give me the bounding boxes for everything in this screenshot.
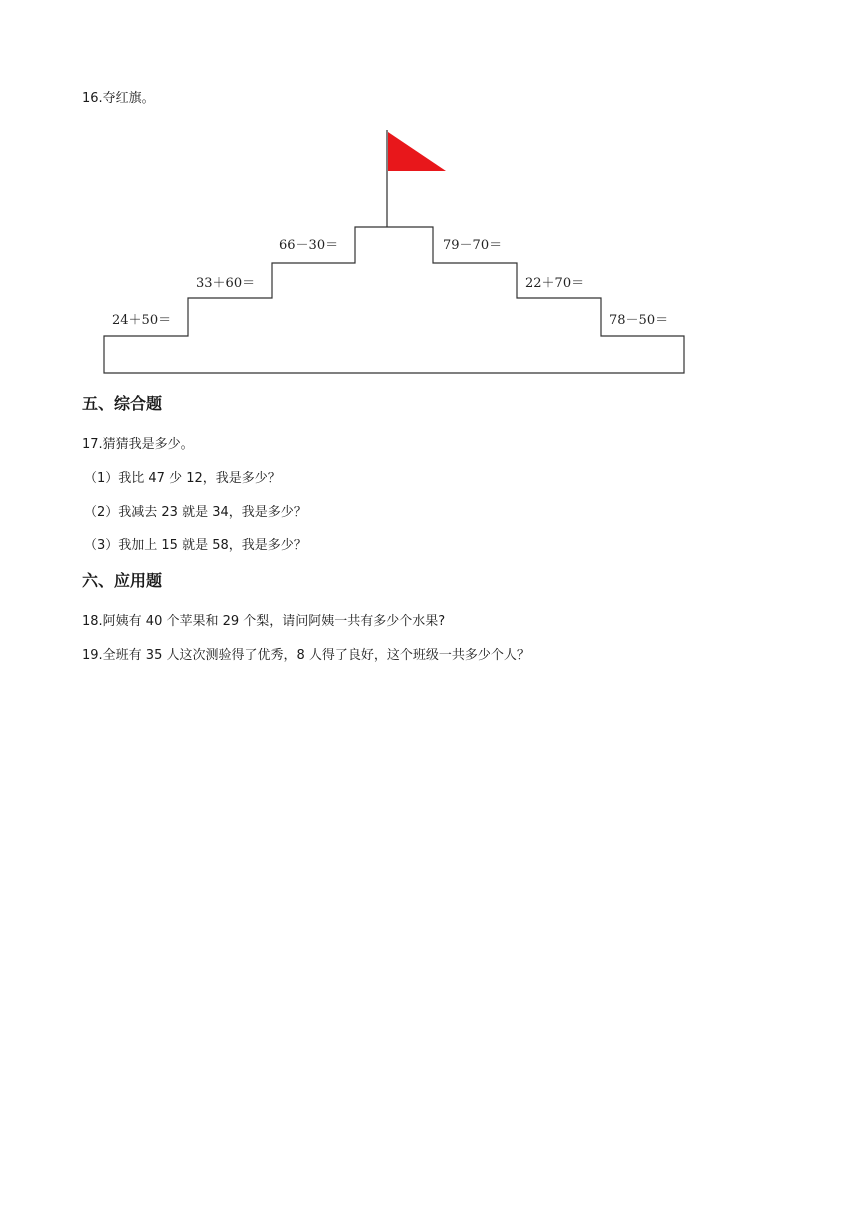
question-19: 19.全班有 35 人这次测验得了优秀，8 人得了良好，这个班级一共多少个人？ (82, 648, 530, 663)
equation-step-6: 78－50＝ (609, 313, 669, 328)
staircase-outline (104, 227, 684, 373)
question-18: 18.阿姨有 40 个苹果和 29 个梨，请问阿姨一共有多少个水果? (82, 614, 446, 629)
section-5-heading: 五、综合题 (82, 394, 163, 413)
equation-step-3: 66－30＝ (279, 238, 339, 253)
equation-step-1: 24＋50＝ (112, 313, 172, 328)
question-17-item-1: （1）我比 47 少 12，我是多少？ (84, 471, 281, 486)
question-17-title: 17.猜猜我是多少。 (82, 437, 194, 452)
question-17-item-2: （2）我减去 23 就是 34，我是多少？ (84, 505, 307, 520)
section-6-heading: 六、应用题 (82, 571, 163, 590)
equation-step-2: 33＋60＝ (196, 276, 256, 291)
question-16-title: 16.夺红旗。 (82, 91, 155, 106)
equation-step-5: 22＋70＝ (525, 276, 585, 291)
flag-staircase-figure (0, 0, 860, 380)
equation-step-4: 79－70＝ (443, 238, 503, 253)
red-flag-icon (388, 132, 446, 171)
question-17-item-3: （3）我加上 15 就是 58，我是多少？ (84, 538, 307, 553)
